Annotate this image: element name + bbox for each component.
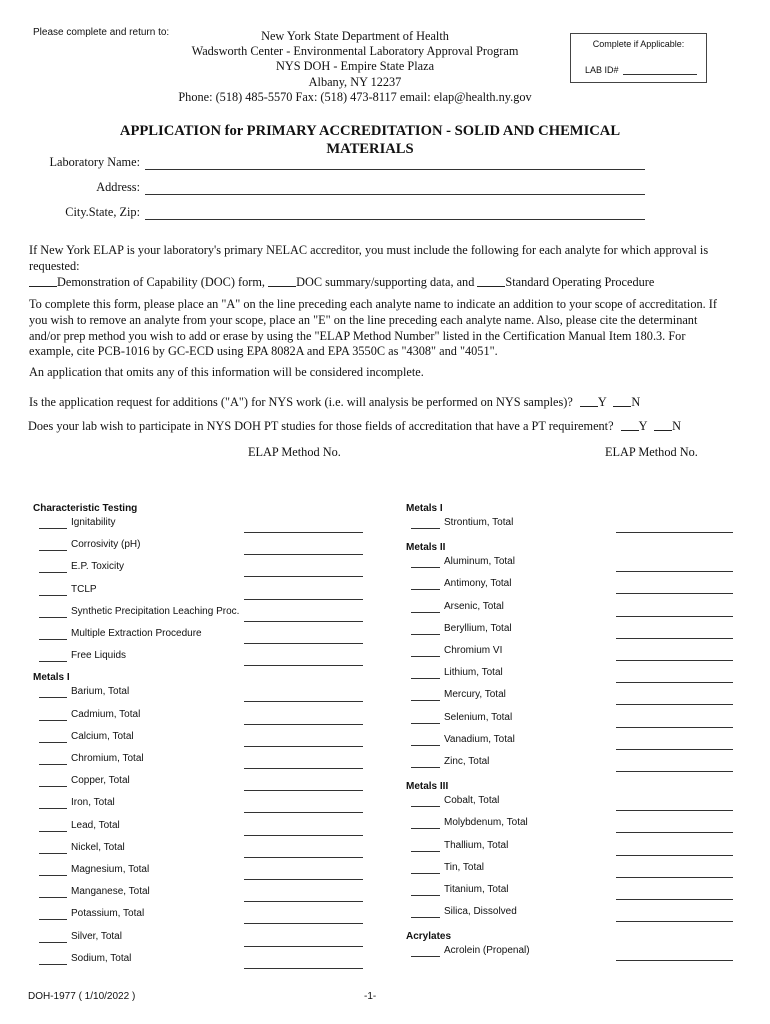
method-number-field-vanadium-total[interactable] (616, 748, 733, 750)
analyte-blank-nickel-total[interactable] (39, 852, 67, 854)
analyte-blank-silver-total[interactable] (39, 941, 67, 943)
analyte-label-acrolein-propenal: Acrolein (Propenal) (444, 945, 530, 957)
analyte-blank-vanadium-total[interactable] (411, 744, 440, 746)
method-number-field-synthetic-precipitation-leaching-proc[interactable] (244, 620, 363, 622)
analyte-blank-silica-dissolved[interactable] (411, 916, 440, 918)
analyte-label-silver-total: Silver, Total (71, 930, 122, 942)
analyte-blank-potassium-total[interactable] (39, 918, 67, 920)
method-number-field-magnesium-total[interactable] (244, 878, 363, 880)
analyte-label-tin-total: Tin, Total (444, 861, 485, 873)
method-number-field-iron-total[interactable] (244, 811, 363, 813)
nys-work-yes-blank[interactable] (580, 396, 598, 407)
analyte-blank-zinc-total[interactable] (411, 766, 440, 768)
analyte-blank-lithium-total[interactable] (411, 677, 440, 679)
analyte-label-strontium-total: Strontium, Total (444, 517, 514, 528)
analyte-label-vanadium-total: Vanadium, Total (444, 733, 515, 745)
method-number-field-lead-total[interactable] (244, 834, 363, 836)
analyte-label-corrosivity-ph: Corrosivity (pH) (71, 539, 141, 551)
analyte-blank-corrosivity-ph[interactable] (39, 549, 67, 551)
analyte-blank-thallium-total[interactable] (411, 850, 440, 852)
method-number-field-arsenic-total[interactable] (616, 615, 733, 617)
analyte-blank-ignitability[interactable] (39, 527, 67, 529)
analyte-label-lithium-total: Lithium, Total (444, 667, 503, 679)
method-number-field-strontium-total[interactable] (616, 531, 733, 533)
analyte-blank-beryllium-total[interactable] (411, 633, 440, 635)
analyte-blank-copper-total[interactable] (39, 785, 67, 787)
analyte-blank-tclp[interactable] (39, 594, 67, 596)
nys-work-no-blank[interactable] (613, 396, 631, 407)
analyte-label-aluminum-total: Aluminum, Total (444, 556, 515, 568)
analyte-label-zinc-total: Zinc, Total (444, 756, 490, 767)
analyte-blank-synthetic-precipitation-leaching-proc[interactable] (39, 616, 67, 618)
analyte-label-thallium-total: Thallium, Total (444, 839, 509, 851)
method-number-field-silver-total[interactable] (244, 945, 363, 947)
analyte-blank-strontium-total[interactable] (411, 527, 440, 529)
primary-accreditor-text: If New York ELAP is your laboratory's primary NELAC accreditor, you must include the following for each analyte for which approval is requested: (29, 243, 709, 273)
analyte-blank-iron-total[interactable] (39, 807, 67, 809)
analyte-blank-mercury-total[interactable] (411, 699, 440, 701)
agency-contact-line: Phone: (518) 485-5570 Fax: (518) 473-8117 email: elap@health.ny.gov (178, 89, 532, 104)
analyte-blank-multiple-extraction-procedure[interactable] (39, 638, 67, 640)
method-number-field-ignitability[interactable] (244, 531, 363, 533)
method-number-field-free-liquids[interactable] (244, 664, 363, 666)
method-number-field-tclp[interactable] (244, 598, 363, 600)
method-number-field-antimony-total[interactable] (616, 592, 733, 594)
return-to-label: Please complete and return to: (33, 27, 170, 38)
analyte-label-copper-total: Copper, Total (71, 775, 130, 787)
method-number-field-titanium-total[interactable] (616, 898, 733, 900)
city-state-zip-field[interactable] (145, 218, 645, 220)
analyte-label-iron-total: Iron, Total (71, 797, 115, 809)
method-number-field-barium-total[interactable] (244, 700, 363, 702)
analyte-label-nickel-total: Nickel, Total (71, 841, 125, 853)
method-number-field-molybdenum-total[interactable] (616, 831, 733, 833)
method-number-field-chromium-total[interactable] (244, 767, 363, 769)
address-field[interactable] (145, 193, 645, 195)
analyte-label-chromium-vi: Chromium VI (444, 645, 503, 656)
method-number-field-nickel-total[interactable] (244, 856, 363, 858)
analyte-label-mercury-total: Mercury, Total (444, 689, 506, 701)
sop-label: Standard Operating Procedure (505, 274, 655, 289)
form-id: DOH-1977 ( 1/10/2022 ) (28, 991, 136, 1002)
analyte-label-silica-dissolved: Silica, Dissolved (444, 906, 517, 918)
analyte-blank-cobalt-total[interactable] (411, 805, 440, 807)
analyte-label-magnesium-total: Magnesium, Total (71, 864, 150, 875)
incomplete-warning: An application that omits any of this information will be considered incomplete. (29, 365, 424, 379)
laboratory-name-field[interactable] (145, 168, 645, 170)
analyte-blank-free-liquids[interactable] (39, 660, 67, 662)
method-number-field-cadmium-total[interactable] (244, 723, 363, 725)
pt-yes-blank[interactable] (621, 420, 639, 431)
analyte-blank-magnesium-total[interactable] (39, 874, 67, 876)
instructions-paragraph-1 (29, 243, 729, 290)
analyte-blank-sodium-total[interactable] (39, 963, 67, 965)
method-number-field-e-p-toxicity[interactable] (244, 575, 363, 577)
analyte-label-selenium-total: Selenium, Total (444, 711, 513, 723)
analyte-label-lead-total: Lead, Total (71, 819, 120, 831)
analyte-label-synthetic-precipitation-leaching-proc: Synthetic Precipitation Leaching Proc. (71, 605, 240, 617)
method-number-field-silica-dissolved[interactable] (616, 920, 733, 922)
analyte-blank-titanium-total[interactable] (411, 894, 440, 896)
analyte-blank-cadmium-total[interactable] (39, 719, 67, 721)
analyte-label-tclp: TCLP (71, 583, 97, 595)
analyte-blank-aluminum-total[interactable] (411, 566, 440, 568)
pt-studies-question-text: Does your lab wish to participate in NYS DOH PT studies for those fields of accreditation that have a PT requirement? (28, 419, 614, 433)
analyte-label-barium-total: Barium, Total (71, 686, 130, 698)
analyte-blank-selenium-total[interactable] (411, 722, 440, 724)
section-heading-acrylates: Acrylates (406, 931, 452, 943)
no-label: N (631, 395, 641, 409)
analyte-label-beryllium-total: Beryllium, Total (444, 622, 512, 634)
sop-blank[interactable] (477, 276, 505, 287)
method-number-field-calcium-total[interactable] (244, 745, 363, 747)
method-number-field-zinc-total[interactable] (616, 770, 733, 772)
analyte-blank-antimony-total[interactable] (411, 588, 440, 590)
city-state-zip-label: City.State, Zip: (65, 205, 140, 219)
nys-work-question-text: Is the application request for additions ("A") for NYS work (i.e. will analysis be performed on NYS samples)? (29, 395, 573, 409)
analyte-label-antimony-total: Antimony, Total (444, 578, 512, 590)
analyte-label-arsenic-total: Arsenic, Total (444, 600, 504, 612)
analyte-blank-acrolein-propenal[interactable] (411, 955, 440, 957)
no-label: N (672, 419, 682, 433)
method-number-field-manganese-total[interactable] (244, 900, 363, 902)
method-number-field-mercury-total[interactable] (616, 703, 733, 705)
analyte-blank-calcium-total[interactable] (39, 741, 67, 743)
section-heading-metals-ii: Metals II (406, 542, 446, 554)
analyte-label-ignitability: Ignitability (71, 517, 116, 528)
analyte-blank-tin-total[interactable] (411, 872, 440, 874)
analyte-label-titanium-total: Titanium, Total (444, 884, 509, 895)
laboratory-name-label: Laboratory Name: (49, 155, 140, 169)
pt-studies-question (28, 419, 748, 435)
doc-form-blank[interactable] (29, 276, 57, 287)
method-number-field-cobalt-total[interactable] (616, 809, 733, 811)
address-label: Address: (96, 180, 140, 194)
analyte-label-free-liquids: Free Liquids (71, 650, 127, 662)
analyte-label-chromium-total: Chromium, Total (71, 753, 144, 764)
agency-line: New York State Department of Health (261, 29, 449, 43)
pt-no-blank[interactable] (654, 420, 672, 431)
lab-id-field[interactable] (623, 66, 697, 75)
method-number-field-acrolein-propenal[interactable] (616, 959, 733, 961)
analyte-label-multiple-extraction-procedure: Multiple Extraction Procedure (71, 628, 202, 639)
analyte-blank-molybdenum-total[interactable] (411, 827, 440, 829)
doc-summary-blank[interactable] (268, 276, 296, 287)
method-number-field-sodium-total[interactable] (244, 967, 363, 969)
left-method-header: ELAP Method No. (248, 445, 341, 459)
method-number-field-potassium-total[interactable] (244, 922, 363, 924)
agency-line: Wadsworth Center - Environmental Laboratory Approval Program (191, 44, 519, 59)
complete-if-applicable-label: Complete if Applicable: (592, 39, 685, 49)
analyte-blank-lead-total[interactable] (39, 830, 67, 832)
analyte-label-manganese-total: Manganese, Total (71, 886, 150, 898)
analyte-blank-manganese-total[interactable] (39, 896, 67, 898)
method-number-field-tin-total[interactable] (616, 876, 733, 878)
analyte-label-sodium-total: Sodium, Total (71, 952, 132, 964)
analyte-label-cobalt-total: Cobalt, Total (444, 795, 500, 807)
analyte-label-molybdenum-total: Molybdenum, Total (444, 817, 528, 829)
analyte-label-potassium-total: Potassium, Total (71, 908, 145, 920)
method-number-field-copper-total[interactable] (244, 789, 363, 791)
section-heading-metals-i: Metals I (33, 672, 70, 684)
doc-summary-label: DOC summary/supporting data, and (296, 274, 478, 289)
method-number-field-lithium-total[interactable] (616, 681, 733, 683)
section-heading-metals-i: Metals I (406, 503, 443, 514)
yes-label: Y (597, 395, 607, 409)
analyte-blank-e-p-toxicity[interactable] (39, 571, 67, 573)
analyte-label-calcium-total: Calcium, Total (71, 730, 134, 742)
analyte-blank-arsenic-total[interactable] (411, 611, 440, 613)
yes-label: Y (638, 419, 648, 433)
form-title: APPLICATION for PRIMARY ACCREDITATION - SOLID AND CHEMICAL MATERIALS (119, 123, 621, 157)
method-number-field-thallium-total[interactable] (616, 854, 733, 856)
instructions-paragraph-2: To complete this form, please place an "A" on the line preceding each analyte name to indicate an addition to your scope of accreditation. If you wish to remove an analyte from your scope, place an "E" on the line preceding each analyte name. Also, please cite the determinant and/or prep method you wish to add or erase by using the "ELAP Method Number" listed in the Certification Manual Item 180.3. For example, cite PCB-1016 by GC-ECD using EPA 8082A and EPA 3550C as "4308" and "4051". (29, 297, 717, 359)
doc-form-label: Demonstration of Capability (DOC) form, (57, 274, 269, 289)
method-number-field-multiple-extraction-procedure[interactable] (244, 642, 363, 644)
required-documents-line (29, 275, 729, 291)
agency-line: NYS DOH - Empire State Plaza (275, 59, 435, 74)
analyte-label-e-p-toxicity: E.P. Toxicity (71, 561, 124, 573)
method-number-field-aluminum-total[interactable] (616, 570, 733, 572)
method-number-field-beryllium-total[interactable] (616, 637, 733, 639)
agency-address-block (140, 29, 570, 105)
lab-id-label: LAB ID# (585, 65, 619, 75)
lab-id-box (570, 33, 707, 83)
section-heading-metals-iii: Metals III (406, 781, 449, 793)
analyte-blank-chromium-total[interactable] (39, 763, 67, 765)
method-number-field-corrosivity-ph[interactable] (244, 553, 363, 555)
page-number: -1- (364, 991, 377, 1002)
agency-line: Albany, NY 12237 (308, 74, 402, 89)
right-method-header: ELAP Method No. (605, 445, 698, 459)
section-heading-characteristic-testing: Characteristic Testing (33, 503, 138, 514)
nys-work-question (29, 395, 729, 411)
analyte-label-cadmium-total: Cadmium, Total (71, 708, 141, 720)
analyte-blank-barium-total[interactable] (39, 696, 67, 698)
method-number-field-selenium-total[interactable] (616, 726, 733, 728)
method-number-field-chromium-vi[interactable] (616, 659, 733, 661)
analyte-blank-chromium-vi[interactable] (411, 655, 440, 657)
